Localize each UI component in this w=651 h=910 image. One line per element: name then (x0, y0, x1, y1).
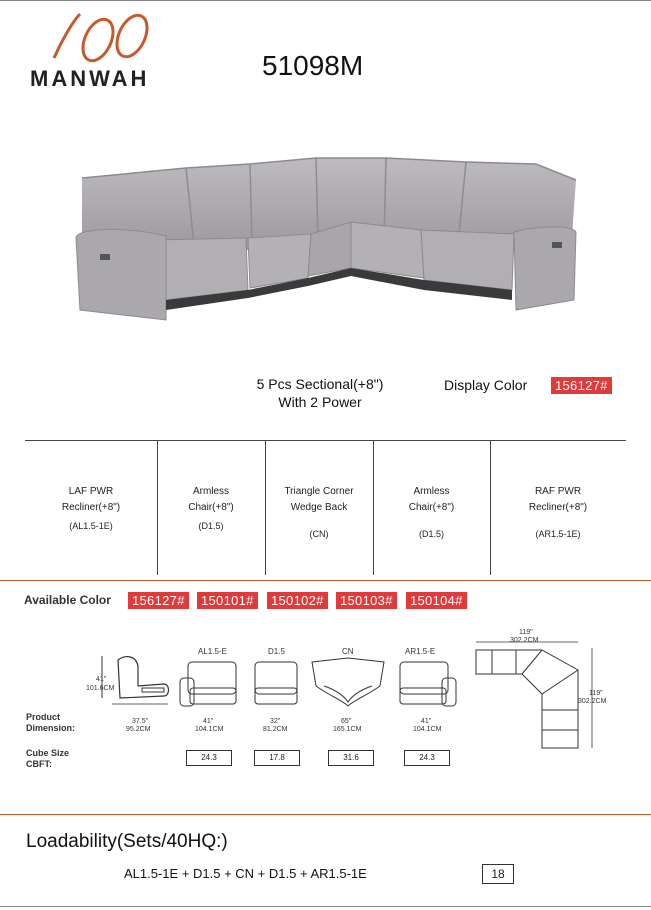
cube-size-label: Cube Size (26, 748, 70, 758)
color-code-badge: 150103# (336, 592, 397, 609)
display-color-label: Display Color (444, 377, 528, 393)
sectional-sofa-image (66, 150, 591, 325)
item-width-cm: 81.2CM (263, 726, 288, 733)
item-width-cm: 104.1CM (413, 726, 442, 733)
cube-value-box: 31.6 (328, 750, 374, 766)
overall-side-in: 119" (589, 690, 603, 697)
side-height-in: 41" (96, 676, 107, 683)
overall-top-cm: 302.2CM (510, 637, 539, 644)
corner-wedge-diagram (310, 656, 386, 712)
color-code-badge: 150104# (406, 592, 467, 609)
brand-name: MANWAH (30, 66, 150, 91)
recliner-side-diagram (98, 652, 178, 712)
color-code-badge: 156127# (128, 592, 189, 609)
piece-cell (373, 484, 490, 542)
manwah-logo-mark (46, 6, 166, 66)
cube-value-box: 17.8 (254, 750, 300, 766)
piece-code: (AR1.5-1E) (535, 529, 581, 539)
color-code-badge: 150101# (197, 592, 258, 609)
overall-top-in: 119" (519, 629, 533, 636)
item-width-cm: 104.1CM (195, 726, 224, 733)
model-number: 51098M (262, 50, 364, 81)
cube-size-label: CBFT: (26, 759, 52, 769)
piece-code: (AL1.5-1E) (69, 521, 113, 531)
item-width-in: 32" (270, 718, 281, 725)
cube-value-box: 24.3 (186, 750, 232, 766)
color-code-badge: 150102# (267, 592, 328, 609)
table-top-rule (25, 440, 626, 441)
piece-name: RAF PWR (534, 486, 582, 497)
side-height-cm: 101.6CM (86, 685, 115, 692)
item-code: D1.5 (268, 647, 285, 656)
product-dimension-label: Product (26, 712, 61, 722)
section-rule (0, 580, 651, 581)
top-border (0, 0, 651, 1)
piece-code: (CN) (309, 529, 329, 539)
armless-chair-diagram (253, 658, 299, 708)
piece-cell (490, 484, 626, 542)
piece-name: Recliner(+8") (528, 502, 588, 513)
item-code: CN (342, 647, 354, 656)
loadability-title: Loadability(Sets/40HQ:) (26, 831, 228, 852)
product-description-line2: With 2 Power (278, 394, 362, 410)
piece-name: Recliner(+8") (61, 502, 121, 513)
item-width-in: 41" (203, 718, 214, 725)
product-description-line1: 5 Pcs Sectional(+8") (256, 376, 384, 392)
item-code: AL1.5-E (198, 647, 227, 656)
recliner-front-diagram (178, 658, 240, 708)
item-code: AR1.5-E (405, 647, 436, 656)
loadability-formula: AL1.5-1E + D1.5 + CN + D1.5 + AR1.5-1E (124, 866, 367, 881)
piece-name: LAF PWR (68, 486, 114, 497)
piece-cell (157, 484, 265, 534)
loadability-value: 18 (482, 864, 514, 884)
item-width-cm: 165.1CM (333, 726, 362, 733)
piece-name: Triangle Corner (284, 486, 354, 497)
side-depth-cm: 95.2CM (126, 726, 151, 733)
side-depth-in: 37.5" (132, 718, 149, 725)
piece-name: Armless (413, 486, 450, 497)
overall-side-cm: 302.2CM (578, 698, 607, 705)
item-width-in: 65" (341, 718, 352, 725)
piece-name: Chair(+8") (188, 502, 234, 513)
piece-name: Wedge Back (290, 502, 348, 513)
piece-code: (D1.5) (418, 529, 444, 539)
piece-name: Armless (192, 486, 230, 497)
display-color-code: 156127# (551, 377, 612, 394)
recliner-front-diagram (396, 658, 458, 708)
piece-name: Chair(+8") (408, 502, 455, 513)
sectional-top-view-diagram (472, 640, 602, 752)
piece-code: (D1.5) (198, 521, 224, 531)
piece-cell (25, 484, 157, 534)
available-color-label: Available Color (24, 593, 111, 607)
bottom-border (0, 906, 651, 907)
section-rule (0, 814, 651, 815)
product-dimension-label: Dimension: (26, 723, 76, 733)
piece-cell (265, 484, 373, 542)
item-width-in: 41" (421, 718, 432, 725)
cube-value-box: 24.3 (404, 750, 450, 766)
